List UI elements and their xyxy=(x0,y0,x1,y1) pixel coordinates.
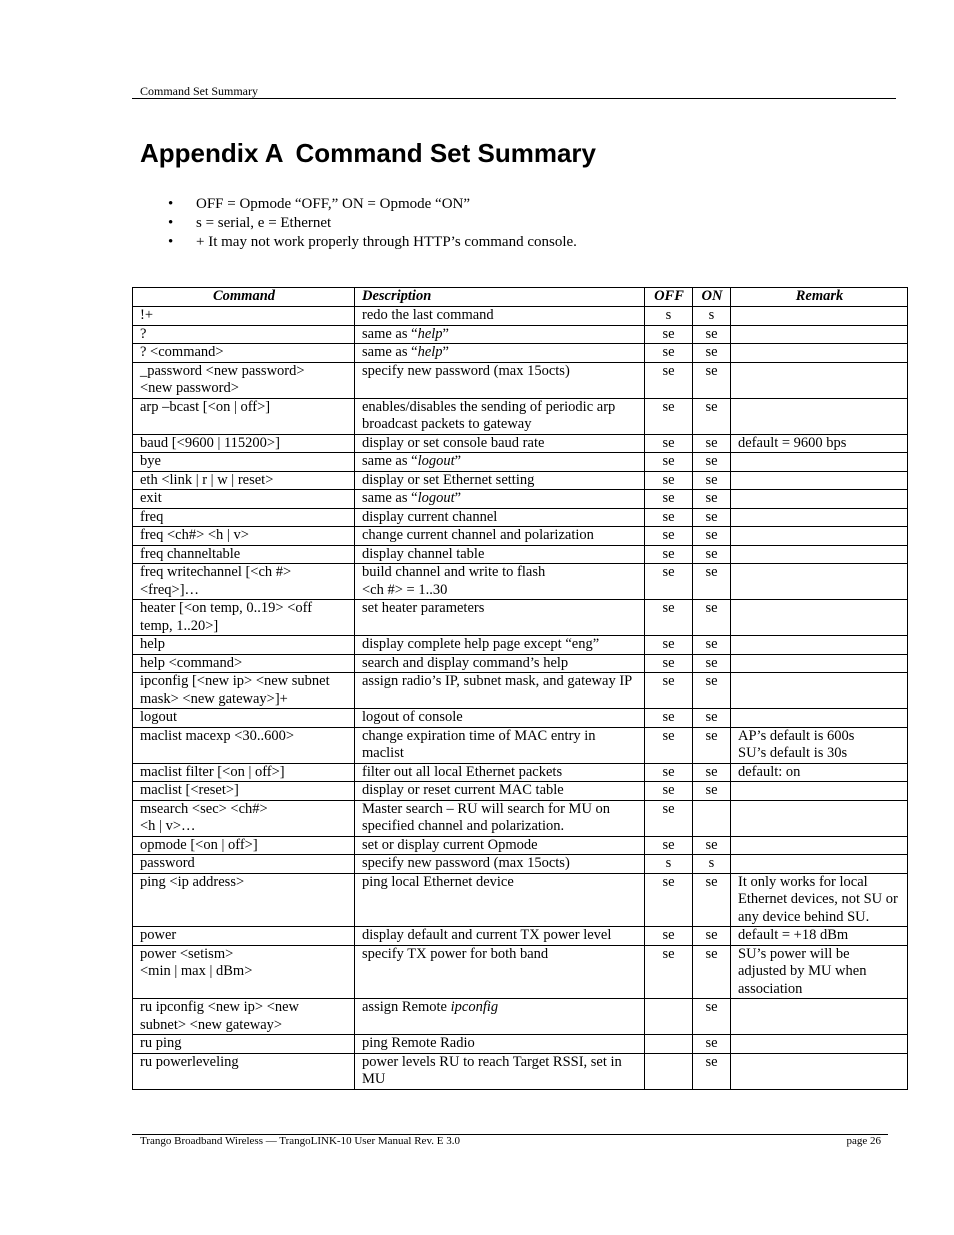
table-row xyxy=(133,927,908,946)
on-cell: se xyxy=(693,564,731,600)
text-line: <freq>]… xyxy=(140,581,200,598)
remark-cell: It only works for local Ethernet devices, not SU or any device behind SU. xyxy=(731,873,908,927)
description-cell: ping Remote Radio xyxy=(355,1035,645,1054)
text-segment: same as “ xyxy=(362,344,418,360)
footer-text: Trango Broadband Wireless — TrangoLINK-10 User Manual Rev. E 3.0 xyxy=(140,1135,460,1147)
off-cell xyxy=(645,1053,693,1089)
description-cell: specify TX power for both band xyxy=(355,945,645,999)
command-cell: arp –bcast [<on | off>] xyxy=(133,398,355,434)
description-cell xyxy=(355,453,645,472)
remark-cell xyxy=(731,800,908,836)
on-cell: se xyxy=(693,600,731,636)
remark-cell xyxy=(731,362,908,398)
on-cell: se xyxy=(693,654,731,673)
remark-cell xyxy=(731,545,908,564)
table-row xyxy=(133,636,908,655)
off-cell: se xyxy=(645,398,693,434)
text-segment: same as “ xyxy=(362,453,418,469)
command-cell: ru ipconfig <new ip> <new subnet> <new gateway> xyxy=(133,999,355,1035)
off-cell: se xyxy=(645,527,693,546)
table-row xyxy=(133,600,908,636)
description-cell: logout of console xyxy=(355,709,645,728)
off-cell: se xyxy=(645,800,693,836)
remark-cell xyxy=(731,855,908,874)
command-cell: ? <command> xyxy=(133,344,355,363)
page-title xyxy=(140,138,596,169)
remark-cell xyxy=(731,490,908,509)
off-cell: se xyxy=(645,325,693,344)
command-cell: ping <ip address> xyxy=(133,873,355,927)
on-cell: se xyxy=(693,709,731,728)
text-line: <h | v>… xyxy=(140,818,196,834)
description-cell: set or display current Opmode xyxy=(355,836,645,855)
off-cell: se xyxy=(645,873,693,927)
text-segment: ” xyxy=(442,344,449,360)
description-cell: specify new password (max 15octs) xyxy=(355,362,645,398)
table-row xyxy=(133,654,908,673)
text-segment: ” xyxy=(442,325,449,342)
on-cell: se xyxy=(693,508,731,527)
command-cell: exit xyxy=(133,490,355,509)
bullet-icon: • xyxy=(168,196,174,212)
remark-cell xyxy=(731,471,908,490)
text-segment: same as “ xyxy=(362,490,418,506)
command-cell: freq channeltable xyxy=(133,545,355,564)
table-row xyxy=(133,362,908,398)
command-cell xyxy=(133,362,355,398)
on-cell xyxy=(693,800,731,836)
text-segment: same as “ xyxy=(362,325,418,342)
table-row xyxy=(133,1053,908,1089)
command-cell: ipconfig [<new ip> <new subnet mask> <new gateway>]+ xyxy=(133,673,355,709)
table-row xyxy=(133,727,908,763)
off-cell: se xyxy=(645,453,693,472)
command-cell: freq <ch#> <h | v> xyxy=(133,527,355,546)
description-cell: display channel table xyxy=(355,545,645,564)
off-cell: se xyxy=(645,836,693,855)
remark-cell xyxy=(731,600,908,636)
header-description: Description xyxy=(355,288,645,307)
command-cell: password xyxy=(133,855,355,874)
remark-cell xyxy=(731,1053,908,1089)
remark-cell xyxy=(731,673,908,709)
description-cell: Master search – RU will search for MU on specified channel and polarization. xyxy=(355,800,645,836)
command-cell: ru ping xyxy=(133,1035,355,1054)
off-cell: se xyxy=(645,508,693,527)
text-line: <ch #> = 1..30 xyxy=(362,581,448,598)
on-cell: se xyxy=(693,673,731,709)
description-cell xyxy=(355,999,645,1035)
on-cell: se xyxy=(693,836,731,855)
on-cell: se xyxy=(693,398,731,434)
remark-cell xyxy=(731,453,908,472)
on-cell: se xyxy=(693,490,731,509)
off-cell: se xyxy=(645,344,693,363)
text-line: freq writechannel [<ch #> xyxy=(140,564,292,580)
remark-cell xyxy=(731,727,908,763)
text-segment: ” xyxy=(454,490,462,506)
table-row xyxy=(133,545,908,564)
command-cell: maclist macexp <30..600> xyxy=(133,727,355,763)
table-row xyxy=(133,434,908,453)
header-rule xyxy=(132,98,896,99)
appendix-title: Command Set Summary xyxy=(295,138,597,168)
command-cell: ? xyxy=(133,325,355,344)
command-cell: opmode [<on | off>] xyxy=(133,836,355,855)
description-cell: display default and current TX power level xyxy=(355,927,645,946)
on-cell: s xyxy=(693,855,731,874)
table-row xyxy=(133,782,908,801)
command-cell xyxy=(133,945,355,999)
command-cell: ru powerleveling xyxy=(133,1053,355,1089)
text-line: msearch <sec> <ch#> xyxy=(140,800,268,817)
off-cell: se xyxy=(645,654,693,673)
text-segment: logout xyxy=(417,453,455,469)
command-cell: maclist filter [<on | off>] xyxy=(133,763,355,782)
table-row xyxy=(133,673,908,709)
off-cell: se xyxy=(645,600,693,636)
description-cell: power levels RU to reach Target RSSI, set in MU xyxy=(355,1053,645,1089)
text-segment: ipconfig xyxy=(450,999,499,1015)
table-row xyxy=(133,800,908,836)
off-cell: se xyxy=(645,434,693,453)
on-cell: se xyxy=(693,727,731,763)
table-row xyxy=(133,945,908,999)
remark-cell xyxy=(731,836,908,855)
on-cell: se xyxy=(693,763,731,782)
command-cell: power xyxy=(133,927,355,946)
table-row xyxy=(133,307,908,326)
table-row xyxy=(133,325,908,344)
remark-cell xyxy=(731,398,908,434)
command-cell: maclist [<reset>] xyxy=(133,782,355,801)
remark-cell xyxy=(731,325,908,344)
text-line: SU’s default is 30s xyxy=(738,745,848,761)
text-line: <new password> xyxy=(140,380,239,396)
command-cell: freq xyxy=(133,508,355,527)
description-cell: redo the last command xyxy=(355,307,645,326)
legend-list xyxy=(168,195,577,252)
on-cell: se xyxy=(693,545,731,564)
off-cell: se xyxy=(645,709,693,728)
on-cell: se xyxy=(693,636,731,655)
off-cell: se xyxy=(645,727,693,763)
description-cell: display or reset current MAC table xyxy=(355,782,645,801)
on-cell: s xyxy=(693,307,731,326)
off-cell: se xyxy=(645,636,693,655)
description-cell: assign radio’s IP, subnet mask, and gateway IP xyxy=(355,673,645,709)
description-cell: filter out all local Ethernet packets xyxy=(355,763,645,782)
on-cell: se xyxy=(693,1035,731,1054)
table-body xyxy=(133,307,908,1090)
description-cell: enables/disables the sending of periodic arp broadcast packets to gateway xyxy=(355,398,645,434)
description-cell xyxy=(355,564,645,600)
table-row xyxy=(133,527,908,546)
description-cell: ping local Ethernet device xyxy=(355,873,645,927)
table-row xyxy=(133,873,908,927)
remark-cell xyxy=(731,344,908,363)
on-cell: se xyxy=(693,325,731,344)
off-cell: se xyxy=(645,763,693,782)
text-segment: help xyxy=(417,344,443,360)
remark-cell xyxy=(731,307,908,326)
remark-cell xyxy=(731,508,908,527)
text-segment: help xyxy=(417,325,443,342)
table-row xyxy=(133,453,908,472)
off-cell: se xyxy=(645,945,693,999)
command-cell: baud [<9600 | 115200>] xyxy=(133,434,355,453)
remark-cell xyxy=(731,782,908,801)
on-cell: se xyxy=(693,782,731,801)
on-cell: se xyxy=(693,434,731,453)
text-line: <min | max | dBm> xyxy=(140,963,253,979)
page-number: page 26 xyxy=(846,1135,881,1147)
remark-cell xyxy=(731,564,908,600)
text-segment: ” xyxy=(454,453,462,469)
legend-item: • + It may not work properly through HTTP’s command console. xyxy=(168,234,577,250)
description-cell: display complete help page except “eng” xyxy=(355,636,645,655)
on-cell: se xyxy=(693,471,731,490)
header-remark: Remark xyxy=(731,288,908,307)
on-cell: se xyxy=(693,453,731,472)
command-cell: !+ xyxy=(133,307,355,326)
table-row xyxy=(133,836,908,855)
table-row xyxy=(133,490,908,509)
description-cell xyxy=(355,490,645,509)
legend-item: • OFF = Opmode “OFF,” ON = Opmode “ON” xyxy=(168,196,471,212)
text-segment: logout xyxy=(417,490,455,506)
remark-cell: SU’s power will be adjusted by MU when association xyxy=(731,945,908,999)
off-cell: se xyxy=(645,673,693,709)
text-line: build channel and write to flash xyxy=(362,564,546,580)
command-cell: logout xyxy=(133,709,355,728)
description-cell: change expiration time of MAC entry in maclist xyxy=(355,727,645,763)
off-cell: se xyxy=(645,362,693,398)
off-cell: s xyxy=(645,855,693,874)
on-cell: se xyxy=(693,362,731,398)
table-row xyxy=(133,471,908,490)
remark-cell xyxy=(731,527,908,546)
table-row xyxy=(133,1035,908,1054)
description-cell: search and display command’s help xyxy=(355,654,645,673)
off-cell: se xyxy=(645,927,693,946)
on-cell: se xyxy=(693,945,731,999)
description-cell: display or set Ethernet setting xyxy=(355,471,645,490)
off-cell: se xyxy=(645,782,693,801)
appendix-label: Appendix A xyxy=(140,138,284,168)
on-cell: se xyxy=(693,1053,731,1089)
text-segment: assign Remote xyxy=(362,999,451,1015)
table-row xyxy=(133,855,908,874)
text-line: power <setism> xyxy=(140,945,234,962)
table-row xyxy=(133,709,908,728)
remark-cell xyxy=(731,709,908,728)
header-command: Command xyxy=(133,288,355,307)
command-table xyxy=(132,287,908,1090)
table-row xyxy=(133,999,908,1035)
remark-cell xyxy=(731,654,908,673)
description-cell: display current channel xyxy=(355,508,645,527)
off-cell: se xyxy=(645,471,693,490)
description-cell xyxy=(355,344,645,363)
command-cell: bye xyxy=(133,453,355,472)
legend-item: • s = serial, e = Ethernet xyxy=(168,215,332,231)
description-cell: change current channel and polarization xyxy=(355,527,645,546)
table-row xyxy=(133,564,908,600)
remark-cell: default: on xyxy=(731,763,908,782)
on-cell: se xyxy=(693,344,731,363)
on-cell: se xyxy=(693,873,731,927)
remark-cell xyxy=(731,636,908,655)
command-cell: help <command> xyxy=(133,654,355,673)
command-cell xyxy=(133,564,355,600)
table-row xyxy=(133,344,908,363)
on-cell: se xyxy=(693,527,731,546)
header-off: OFF xyxy=(645,288,693,307)
table-header-row xyxy=(133,288,908,307)
text-line: _password <new password> xyxy=(140,362,305,379)
off-cell xyxy=(645,1035,693,1054)
remark-cell: default = +18 dBm xyxy=(731,927,908,946)
bullet-icon: • xyxy=(168,215,174,231)
bullet-icon: • xyxy=(168,234,174,250)
off-cell: s xyxy=(645,307,693,326)
command-cell xyxy=(133,800,355,836)
description-cell: specify new password (max 15octs) xyxy=(355,855,645,874)
description-cell: set heater parameters xyxy=(355,600,645,636)
command-cell: help xyxy=(133,636,355,655)
remark-cell: default = 9600 bps xyxy=(731,434,908,453)
on-cell: se xyxy=(693,927,731,946)
description-cell xyxy=(355,325,645,344)
command-cell: eth <link | r | w | reset> xyxy=(133,471,355,490)
command-cell: heater [<on temp, 0..19> <off temp, 1..20>] xyxy=(133,600,355,636)
off-cell xyxy=(645,999,693,1035)
description-cell: display or set console baud rate xyxy=(355,434,645,453)
table-row xyxy=(133,763,908,782)
text-line: AP’s default is 600s xyxy=(738,727,855,744)
table-row xyxy=(133,508,908,527)
running-header: Command Set Summary xyxy=(140,84,258,98)
on-cell: se xyxy=(693,999,731,1035)
off-cell: se xyxy=(645,545,693,564)
off-cell: se xyxy=(645,564,693,600)
remark-cell xyxy=(731,1035,908,1054)
table-row xyxy=(133,398,908,434)
header-on: ON xyxy=(693,288,731,307)
remark-cell xyxy=(731,999,908,1035)
off-cell: se xyxy=(645,490,693,509)
